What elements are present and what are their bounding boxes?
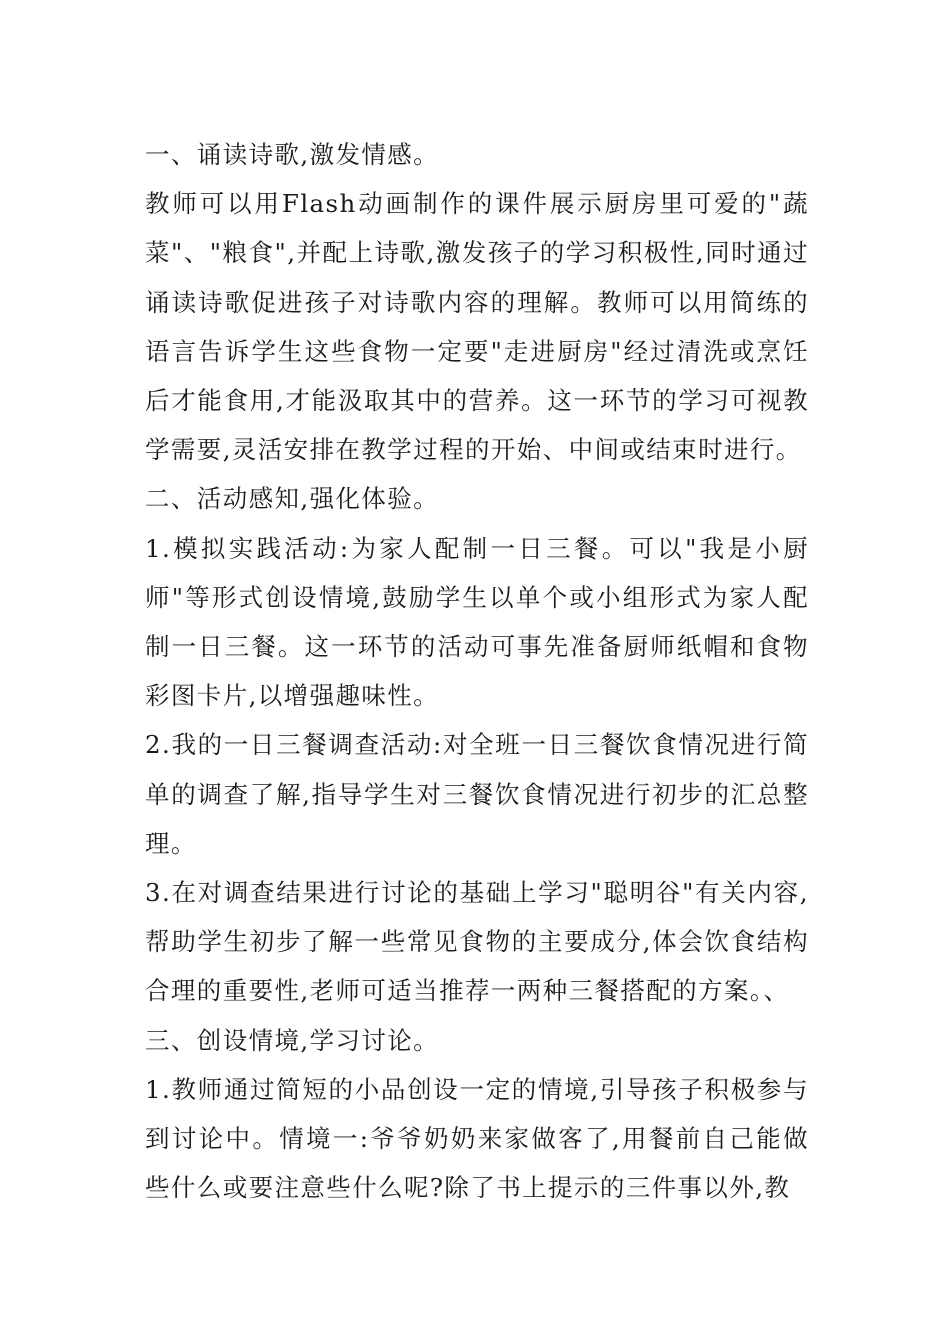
section-heading-3: 三、创设情境,学习讨论。: [145, 1025, 440, 1055]
paragraph: 2.我的一日三餐调查活动:对全班一日三餐饮食情况进行简单的调查了解,指导学生对三餐饮食情况进行初步的汇总整理。: [145, 730, 809, 858]
section-heading-2: 二、活动感知,强化体验。: [145, 484, 440, 514]
document-body: [145, 130, 809, 1212]
paragraph: 1.模拟实践活动:为家人配制一日三餐。可以"我是小厨师"等形式创设情境,鼓励学生以单个或小组形式为家人配制一日三餐。这一环节的活动可事先准备厨师纸帽和食物彩图卡片,以增强趣味性。: [145, 533, 809, 711]
section-heading-1: 一、诵读诗歌,激发情感。: [145, 140, 440, 169]
paragraph: 3.在对调查结果进行讨论的基础上学习"聪明谷"有关内容,帮助学生初步了解一些常见食物的主要成分,体会饮食结构合理的重要性,老师可适当推荐一两种三餐搭配的方案。、: [145, 878, 809, 1006]
paragraph: 1.教师通过简短的小品创设一定的情境,引导孩子积极参与到讨论中。情境一:爷爷奶奶来家做客了,用餐前自己能做些什么或要注意些什么呢?除了书上提示的三件事以外,教: [145, 1074, 809, 1203]
paragraph: 教师可以用Flash动画制作的课件展示厨房里可爱的"蔬菜"、"粮食",并配上诗歌,激发孩子的学习积极性,同时通过诵读诗歌促进孩子对诗歌内容的理解。教师可以用简练的语言告诉学生这些食物一定要"走进厨房"经过清洗或烹饪后才能食用,才能汲取其中的营养。这一环节的学习可视教学需要,灵活安排在教学过程的开始、中间或结束时进行。: [145, 189, 809, 465]
